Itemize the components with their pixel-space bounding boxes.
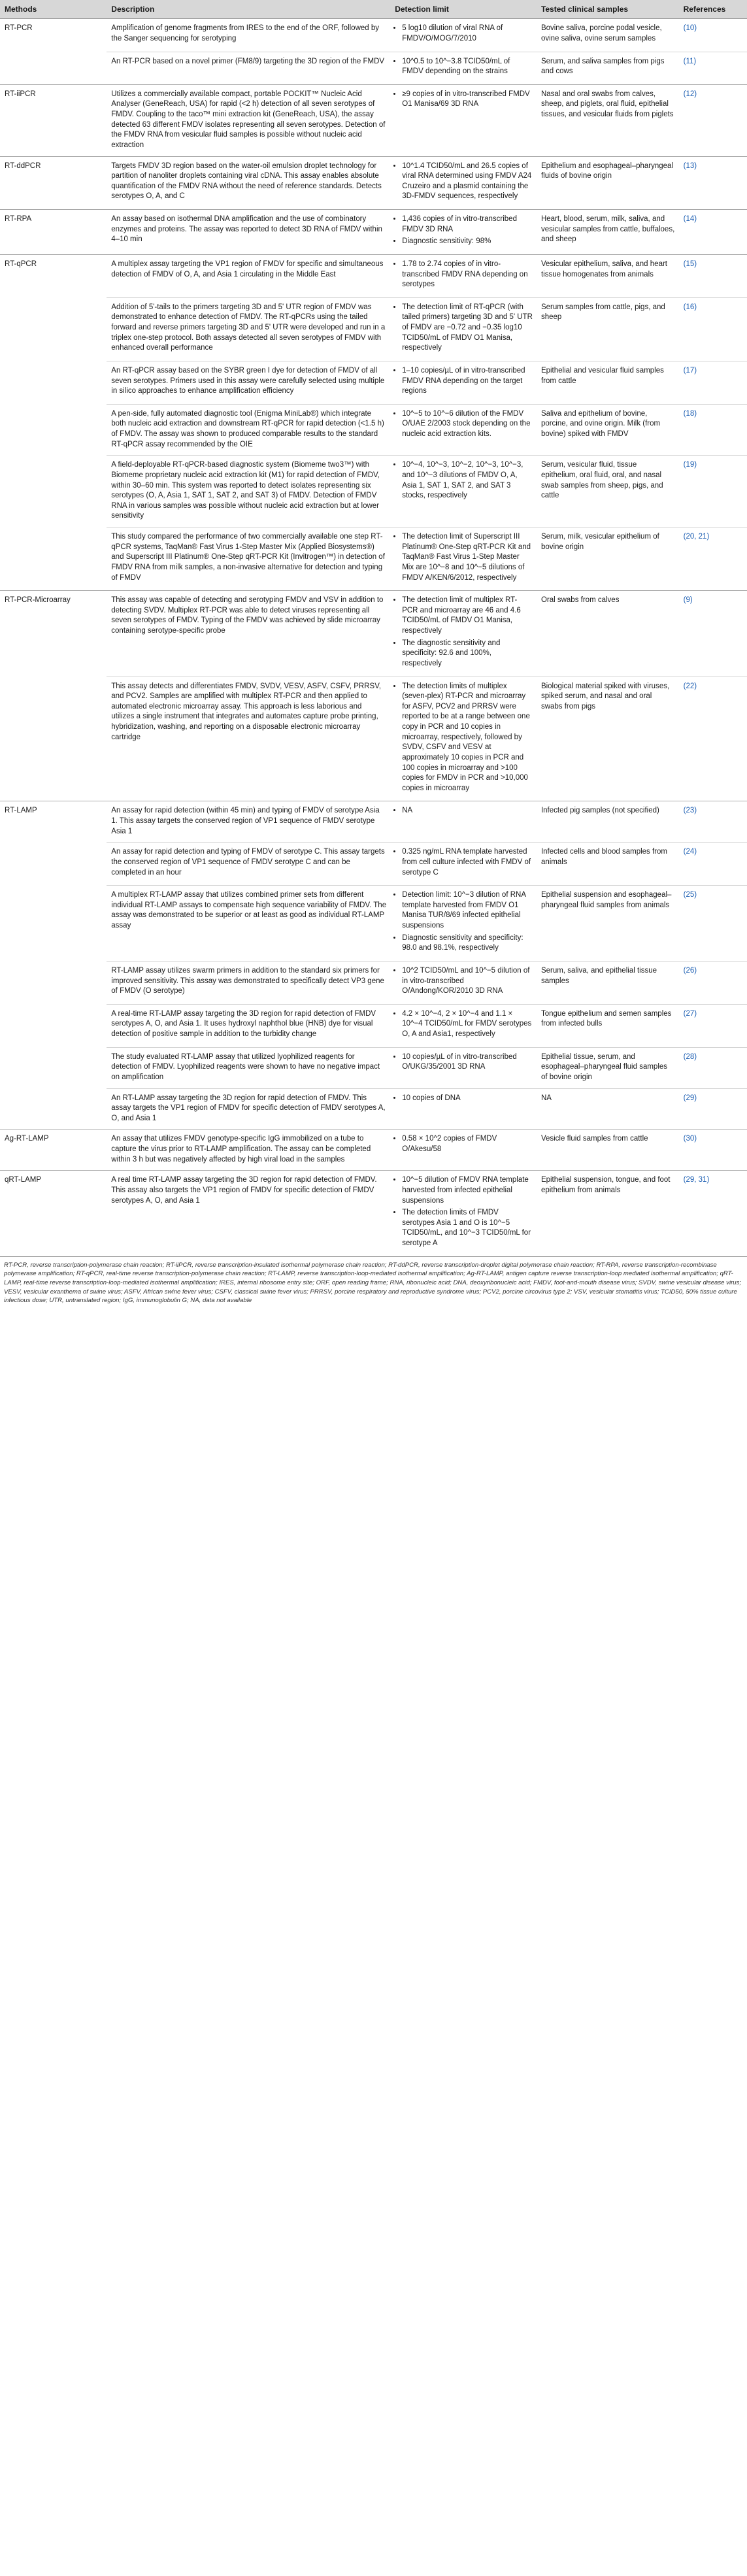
tested-samples-cell: Heart, blood, serum, milk, saliva, and vesicular samples from cattle, buffaloes, and sheep <box>537 210 679 255</box>
tested-samples-cell: Vesicular epithelium, saliva, and heart tissue homogenates from animals <box>537 254 679 297</box>
reference-link: (27) <box>679 1004 747 1047</box>
detection-limit-list <box>395 1094 533 1104</box>
reference-link: (22) <box>679 677 747 801</box>
detection-limit-cell <box>390 297 537 361</box>
detection-limit-item: • 10 copies/µL of in vitro-transcribed O/UKG/35/2001 3D RNA <box>402 1052 533 1073</box>
description-cell: A multiplex RT-LAMP assay that utilizes combined primer sets from different individual RT-LAMP assays to compensate high sequence variability of FMDV. The assay was demonstrated to be superior or at least as good as individual RT-LAMP assay <box>107 886 390 962</box>
detection-limit-item: • 1,436 copies of in vitro-transcribed FMDV 3D RNA <box>402 214 533 235</box>
reference-link: (26) <box>679 961 747 1004</box>
reference-link: (29, 31) <box>679 1171 747 1256</box>
detection-limit-list <box>395 1175 533 1248</box>
detection-limit-cell <box>390 843 537 886</box>
detection-limit-cell <box>390 456 537 527</box>
detection-limit-item: • The detection limit of Superscript III Platinum® One-Step qRT-PCR Kit and TaqMan® Fast Virus 1-Step Master Mix are 10^−8 and 10^−5 dilutions of FMDV A/KEN/6/2012, respectively <box>402 532 533 583</box>
detection-limit-item: • 0.58 × 10^2 copies of FMDV O/Akesu/58 <box>402 1134 533 1154</box>
detection-limit-list <box>395 409 533 440</box>
header-methods: Methods <box>0 0 107 19</box>
tested-samples-cell: Infected cells and blood samples from animals <box>537 843 679 886</box>
method-cell <box>0 843 107 886</box>
method-cell <box>0 456 107 527</box>
method-cell <box>0 1088 107 1129</box>
reference-link: (16) <box>679 297 747 361</box>
tested-samples-cell: Serum, milk, vesicular epithelium of bovine origin <box>537 527 679 591</box>
reference-link: (23) <box>679 801 747 843</box>
detection-limit-cell <box>390 677 537 801</box>
table-row <box>0 1171 747 1256</box>
detection-limit-cell <box>390 404 537 456</box>
detection-limit-cell <box>390 156 537 210</box>
detection-limit-cell <box>390 1171 537 1256</box>
method-cell <box>0 961 107 1004</box>
tested-samples-cell: Nasal and oral swabs from calves, sheep, and piglets, oral fluid, epithelial tissues, and vesicular fluids from piglets <box>537 84 679 156</box>
description-cell: RT-LAMP assay utilizes swarm primers in addition to the standard six primers for improved sensitivity. This assay was demonstrated to specifically detect VP3 gene of FMDV (O serotype) <box>107 961 390 1004</box>
detection-limit-item: • 10^0.5 to 10^−3.8 TCID50/mL of FMDV depending on the strains <box>402 57 533 77</box>
method-cell <box>0 527 107 591</box>
tested-samples-cell: Epithelial tissue, serum, and esophageal–pharyngeal fluid samples of bovine origin <box>537 1047 679 1088</box>
detection-limit-item: • 10^2 TCID50/mL and 10^−5 dilution of in vitro-transcribed O/Andong/KOR/2010 3D RNA <box>402 966 533 997</box>
tested-samples-cell: Serum samples from cattle, pigs, and sheep <box>537 297 679 361</box>
table-row <box>0 210 747 255</box>
reference-link: (29) <box>679 1088 747 1129</box>
detection-limit-item: • Diagnostic sensitivity and specificity: 98.0 and 98.1%, respectively <box>402 933 533 954</box>
detection-limit-item: • The detection limits of multiplex (seven-plex) RT-PCR and microarray for ASFV, PCV2 and PRRSV were reported to be at a range between one copy in PCR and 10 copies in microarray, respectively, followed by SVDV, CSFV and VESV at approximately 10 copies in PCR and 100 copies in microarray and >100 copies for FMDV in PCR and >10,000 copies in microarray <box>402 682 533 794</box>
detection-limit-list <box>395 161 533 203</box>
reference-link: (19) <box>679 456 747 527</box>
table-row <box>0 84 747 156</box>
table-body <box>0 19 747 1256</box>
description-cell: Addition of 5'-tails to the primers targeting 3D and 5' UTR region of FMDV was demonstrated to enhance detection of FMDV. The RT-qPCRs using the tailed forward and reverse primers targeting 3D and 5' UTR were developed and run in a triplex one-step protocol. Both assays detected all seven serotypes of FMDV with enhanced overall performance <box>107 297 390 361</box>
reference-link: (12) <box>679 84 747 156</box>
detection-limit-item: • ≥9 copies of in vitro-transcribed FMDV O1 Manisa/69 3D RNA <box>402 90 533 110</box>
detection-limit-list <box>395 366 533 397</box>
description-cell: An assay based on isothermal DNA amplification and the use of combinatory enzymes and proteins. The assay was reported to detect 3D RNA of FMDV within 4–10 min <box>107 210 390 255</box>
description-cell: Amplification of genome fragments from IRES to the end of the ORF, followed by the Sanger sequencing for serotyping <box>107 19 390 52</box>
detection-limit-list <box>395 259 533 290</box>
detection-limit-list <box>395 847 533 878</box>
table-header <box>0 0 747 19</box>
tested-samples-cell: Infected pig samples (not specified) <box>537 801 679 843</box>
table-row <box>0 1047 747 1088</box>
table-row <box>0 843 747 886</box>
table-row <box>0 591 747 677</box>
table-row <box>0 1004 747 1047</box>
description-cell: A pen-side, fully automated diagnostic tool (Enigma MiniLab®) which integrate both nucleic acid extraction and downstream RT-qPCR for rapid detection (<1.5 h) of FMDV. The assay was shown to produced comparable results to the standard RT-qPCR assay recommended by the OIE <box>107 404 390 456</box>
detection-limit-cell <box>390 961 537 1004</box>
tested-samples-cell: Saliva and epithelium of bovine, porcine, and ovine origin. Milk (from bovine) spiked with FMDV <box>537 404 679 456</box>
table-row <box>0 254 747 297</box>
method-cell <box>0 677 107 801</box>
reference-link: (17) <box>679 361 747 404</box>
table-row <box>0 1129 747 1171</box>
detection-limit-list <box>395 1009 533 1040</box>
tested-samples-cell: Epithelial suspension and esophageal–pharyngeal fluid samples from animals <box>537 886 679 962</box>
table-row <box>0 361 747 404</box>
description-cell: This assay was capable of detecting and serotyping FMDV and VSV in addition to detecting SVDV. Multiplex RT-PCR was able to detect viruses representing all seven serotypes of FMDV. Typing of the FMDV was achieved by slide microarray containing serotype-specific probe <box>107 591 390 677</box>
detection-limit-cell <box>390 886 537 962</box>
detection-limit-list <box>395 57 533 77</box>
detection-limit-list <box>395 214 533 247</box>
reference-link: (11) <box>679 52 747 84</box>
detection-limit-cell <box>390 1004 537 1047</box>
reference-link: (14) <box>679 210 747 255</box>
description-cell: This study compared the performance of two commercially available one step RT-qPCR systems, TaqMan® Fast Virus 1-Step Master Mix (Applied Biosystems®) and Superscript III Platinum® One-Step qRT-PCR Kit (Invitrogen™) in detection of FMDV RNA from milk samples, a non-invasive alternative for detection and typing of FMDV <box>107 527 390 591</box>
table-row <box>0 456 747 527</box>
method-cell: Ag-RT-LAMP <box>0 1129 107 1171</box>
detection-limit-cell <box>390 19 537 52</box>
detection-limit-list <box>395 806 533 816</box>
detection-limit-cell <box>390 1088 537 1129</box>
detection-limit-item: • 4.2 × 10^−4, 2 × 10^−4 and 1.1 × 10^−4 TCID50/mL for FMDV serotypes O, A and Asia1, respectively <box>402 1009 533 1040</box>
detection-limit-list <box>395 1052 533 1073</box>
tested-samples-cell: Serum, and saliva samples from pigs and cows <box>537 52 679 84</box>
detection-limit-item: • 5 log10 dilution of viral RNA of FMDV/O/MOG/7/2010 <box>402 24 533 44</box>
header-description: Description <box>107 0 390 19</box>
description-cell: An assay for rapid detection and typing of FMDV of serotype C. This assay targets the conserved region of VP1 sequence of FMDV serotype C and can be completed in an hour <box>107 843 390 886</box>
tested-samples-cell: Epithelial and vesicular fluid samples from cattle <box>537 361 679 404</box>
tested-samples-cell: NA <box>537 1088 679 1129</box>
detection-limit-list <box>395 460 533 501</box>
description-cell: An RT-PCR based on a novel primer (FM8/9) targeting the 3D region of the FMDV <box>107 52 390 84</box>
table-row <box>0 52 747 84</box>
detection-limit-list <box>395 90 533 110</box>
detection-limit-item: • The detection limit of RT-qPCR (with tailed primers) targeting 3D and 5' UTR of FMDV are −0.72 and −0.35 log10 TCID50/mL of FMDV O1 Manisa, respectively <box>402 303 533 354</box>
detection-limit-item: • Detection limit: 10^−3 dilution of RNA template harvested from FMDV O1 Manisa TUR/8/69 infected epithelial suspensions <box>402 890 533 931</box>
method-cell: RT-LAMP <box>0 801 107 843</box>
table-row <box>0 801 747 843</box>
detection-limit-cell <box>390 254 537 297</box>
detection-limit-item: • The diagnostic sensitivity and specificity: 92.6 and 100%, respectively <box>402 639 533 669</box>
description-cell: The study evaluated RT-LAMP assay that utilized lyophilized reagents for detection of FMDV. Lyophilized reagents were shown to have no negative impact on amplification <box>107 1047 390 1088</box>
detection-limit-cell <box>390 1129 537 1171</box>
description-cell: Targets FMDV 3D region based on the water-oil emulsion droplet technology for partition of nanoliter droplets containing viral cDNA. This assay enables absolute quantification of the FMDV RNA without the need of reference standards. Detects serotypes O, A, and C <box>107 156 390 210</box>
method-cell <box>0 361 107 404</box>
method-cell: RT-RPA <box>0 210 107 255</box>
detection-limit-list <box>395 595 533 669</box>
detection-limit-list <box>395 1134 533 1154</box>
detection-limit-list <box>395 303 533 354</box>
table-footnote: RT-PCR, reverse transcription-polymerase chain reaction; RT-iiPCR, reverse transcription-insulated isothermal polymerase chain reaction; RT-ddPCR, reverse transcription-droplet digital polymerase chain reaction; RT-RPA, reverse transcription-recombinase polymerase amplification; RT-qPCR, real-time reverse transcription-polymerase chain reaction; RT-LAMP, reverse transcription-loop-mediated isothermal amplification; Ag-RT-LAMP, antigen capture reverse transcription-loop mediated isothermal amplification; qRT-LAMP, real-time reverse transcription-loop-mediated isothermal amplification; IRES, internal ribosome entry site; ORF, open reading frame; RNA, ribonucleic acid; DNA, deoxyribonucleic acid; FMDV, foot-and-mouth disease virus; SVDV, swine vesicular disease virus; VESV, vesicular exanthema of swine virus; ASFV, African swine fever virus; CSFV, classical swine fever virus; PRRSV, porcine respiratory and reproductive syndrome virus; PCV2, porcine circovirus type 2; VSV, vesicular stomatitis virus; TCID50, 50% tissue culture infectious dose; UTR, untranslated region; IgG, immunoglobulin G; NA, data not available <box>4 1261 742 1305</box>
method-cell: RT-PCR-Microarray <box>0 591 107 677</box>
description-cell: An RT-qPCR assay based on the SYBR green I dye for detection of FMDV of all seven serotypes. Primers used in this assay were carefully selected using multiple in silico approaches to enhance amplification efficiency <box>107 361 390 404</box>
methods-table <box>0 0 747 1257</box>
detection-limit-list <box>395 532 533 583</box>
detection-limit-cell <box>390 1047 537 1088</box>
table-row <box>0 961 747 1004</box>
detection-limit-item: • 10^−5 dilution of FMDV RNA template harvested from infected epithelial suspensions <box>402 1175 533 1206</box>
detection-limit-cell <box>390 84 537 156</box>
header-tested-samples: Tested clinical samples <box>537 0 679 19</box>
description-cell: A multiplex assay targeting the VP1 region of FMDV for specific and simultaneous detection of FMDV of O, A, and Asia 1 circulating in the Middle East <box>107 254 390 297</box>
tested-samples-cell: Vesicle fluid samples from cattle <box>537 1129 679 1171</box>
tested-samples-cell: Epithelial suspension, tongue, and foot epithelium from animals <box>537 1171 679 1256</box>
detection-limit-item: • The detection limits of FMDV serotypes Asia 1 and O is 10^−5 TCID50/mL, and 10^−3 TCID50/mL for serotype A <box>402 1208 533 1249</box>
detection-limit-cell <box>390 210 537 255</box>
method-cell <box>0 1047 107 1088</box>
table-row <box>0 886 747 962</box>
tested-samples-cell: Tongue epithelium and semen samples from infected bulls <box>537 1004 679 1047</box>
description-cell: Utilizes a commercially available compact, portable POCKIT™ Nucleic Acid Analyser (GeneReach, USA) for rapid (<2 h) detection of all seven serotypes of FMDV. Coupling to the taco™ mini extraction kit (GeneReach, USA), the assay detected 63 different FMDV isolates representing all seven serotypes. Detection of the FMDV RNA from vesicular fluid samples is possible without nucleic acid extraction <box>107 84 390 156</box>
detection-limit-item: • Diagnostic sensitivity: 98% <box>402 237 533 247</box>
tested-samples-cell: Bovine saliva, porcine podal vesicle, ovine saliva, ovine serum samples <box>537 19 679 52</box>
detection-limit-cell <box>390 591 537 677</box>
method-cell <box>0 297 107 361</box>
detection-limit-item: • 10^−5 to 10^−6 dilution of the FMDV O/UAE 2/2003 stock depending on the nucleic acid extraction kits. <box>402 409 533 440</box>
reference-link: (18) <box>679 404 747 456</box>
description-cell: An assay for rapid detection (within 45 min) and typing of FMDV of serotype Asia 1. This assay targets the conserved region of VP1 sequence of FMDV serotype Asia 1 <box>107 801 390 843</box>
description-cell: An RT-LAMP assay targeting the 3D region for rapid detection of FMDV. This assay targets the VP1 region of FMDV for specific detection of FMDV serotypes A, O, and Asia 1 <box>107 1088 390 1129</box>
table-row <box>0 156 747 210</box>
table-row <box>0 297 747 361</box>
detection-limit-cell <box>390 52 537 84</box>
reference-link: (9) <box>679 591 747 677</box>
table-row <box>0 1088 747 1129</box>
table-row <box>0 677 747 801</box>
method-cell <box>0 52 107 84</box>
reference-link: (28) <box>679 1047 747 1088</box>
detection-limit-item: • 1.78 to 2.74 copies of in vitro-transcribed FMDV RNA depending on serotypes <box>402 259 533 290</box>
detection-limit-list <box>395 890 533 954</box>
reference-link: (25) <box>679 886 747 962</box>
description-cell: A real-time RT-LAMP assay targeting the 3D region for rapid detection of FMDV serotypes A, O, and Asia 1. It uses hydroxyl naphthol blue (HNB) dye for visual detection of positive sample in addition to the turbidity change <box>107 1004 390 1047</box>
reference-link: (20, 21) <box>679 527 747 591</box>
method-cell: RT-PCR <box>0 19 107 52</box>
table-row <box>0 404 747 456</box>
detection-limit-list <box>395 682 533 794</box>
table-row <box>0 527 747 591</box>
detection-limit-item: • 1–10 copies/µL of in vitro-transcribed FMDV RNA depending on the target regions <box>402 366 533 397</box>
description-cell: A real time RT-LAMP assay targeting the 3D region for rapid detection of FMDV. This assay also targets the VP1 region of FMDV for specific detection of FMDV serotypes A, O, and Asia 1 <box>107 1171 390 1256</box>
method-cell: RT-iiPCR <box>0 84 107 156</box>
detection-limit-cell <box>390 361 537 404</box>
tested-samples-cell: Oral swabs from calves <box>537 591 679 677</box>
description-cell: An assay that utilizes FMDV genotype-specific IgG immobilized on a tube to capture the virus prior to RT-LAMP amplification. The assay can be completed within 3 h but was negatively affected by high viral load in the samples <box>107 1129 390 1171</box>
method-cell <box>0 886 107 962</box>
detection-limit-item: • The detection limit of multiplex RT-PCR and microarray are 46 and 4.6 TCID50/mL of FMDV O1 Manisa, respectively <box>402 595 533 637</box>
table-row <box>0 19 747 52</box>
tested-samples-cell: Biological material spiked with viruses, spiked serum, and nasal and oral swabs from pigs <box>537 677 679 801</box>
detection-limit-cell <box>390 801 537 843</box>
method-cell: RT-qPCR <box>0 254 107 297</box>
detection-limit-item: • 10^−4, 10^−3, 10^−2, 10^−3, 10^−3, and 10^−3 dilutions of FMDV O, A, Asia 1, SAT 1, SAT 2, and SAT 3 stocks, respectively <box>402 460 533 501</box>
description-cell: A field-deployable RT-qPCR-based diagnostic system (Biomeme two3™) with Biomeme proprietary nucleic acid extraction kit (M1) for rapid detection of FMDV, within 30–60 min. This system was reported to detect isolates representing six serotypes (O, A, Asia 1, SAT 1, SAT 2, and SAT 3) of FMDV. Detection of FMDV RNA in various samples was possible without nucleic acid extraction but at lower sensitivity <box>107 456 390 527</box>
header-references: References <box>679 0 747 19</box>
tested-samples-cell: Serum, vesicular fluid, tissue epithelium, oral fluid, oral, and nasal swab samples from sheep, pigs, and cattle <box>537 456 679 527</box>
detection-limit-item: • NA <box>402 806 533 816</box>
method-cell <box>0 1004 107 1047</box>
reference-link: (30) <box>679 1129 747 1171</box>
header-detection-limit: Detection limit <box>390 0 537 19</box>
method-cell <box>0 404 107 456</box>
detection-limit-cell <box>390 527 537 591</box>
reference-link: (15) <box>679 254 747 297</box>
method-cell: qRT-LAMP <box>0 1171 107 1256</box>
reference-link: (10) <box>679 19 747 52</box>
reference-link: (13) <box>679 156 747 210</box>
tested-samples-cell: Epithelium and esophageal–pharyngeal fluids of bovine origin <box>537 156 679 210</box>
tested-samples-cell: Serum, saliva, and epithelial tissue samples <box>537 961 679 1004</box>
detection-limit-item: • 10 copies of DNA <box>402 1094 533 1104</box>
method-cell: RT-ddPCR <box>0 156 107 210</box>
detection-limit-list <box>395 966 533 997</box>
reference-link: (24) <box>679 843 747 886</box>
description-cell: This assay detects and differentiates FMDV, SVDV, VESV, ASFV, CSFV, PRRSV, and PCV2. Samples are amplified with multiplex RT-PCR and then applied to automated electronic microarray assay. This approach is less laborious and utilizes a single instrument that integrates and automates capture probe printing, hybridization, washing, and reporting on a disposable electronic microarray cartridge <box>107 677 390 801</box>
detection-limit-list <box>395 24 533 44</box>
detection-limit-item: • 0.325 ng/mL RNA template harvested from cell culture infected with FMDV of serotype C <box>402 847 533 878</box>
detection-limit-item: • 10^1.4 TCID50/mL and 26.5 copies of viral RNA determined using FMDV A24 Cruzeiro and a plasmid containing the 3D-FMDV sequences, respectively <box>402 161 533 203</box>
